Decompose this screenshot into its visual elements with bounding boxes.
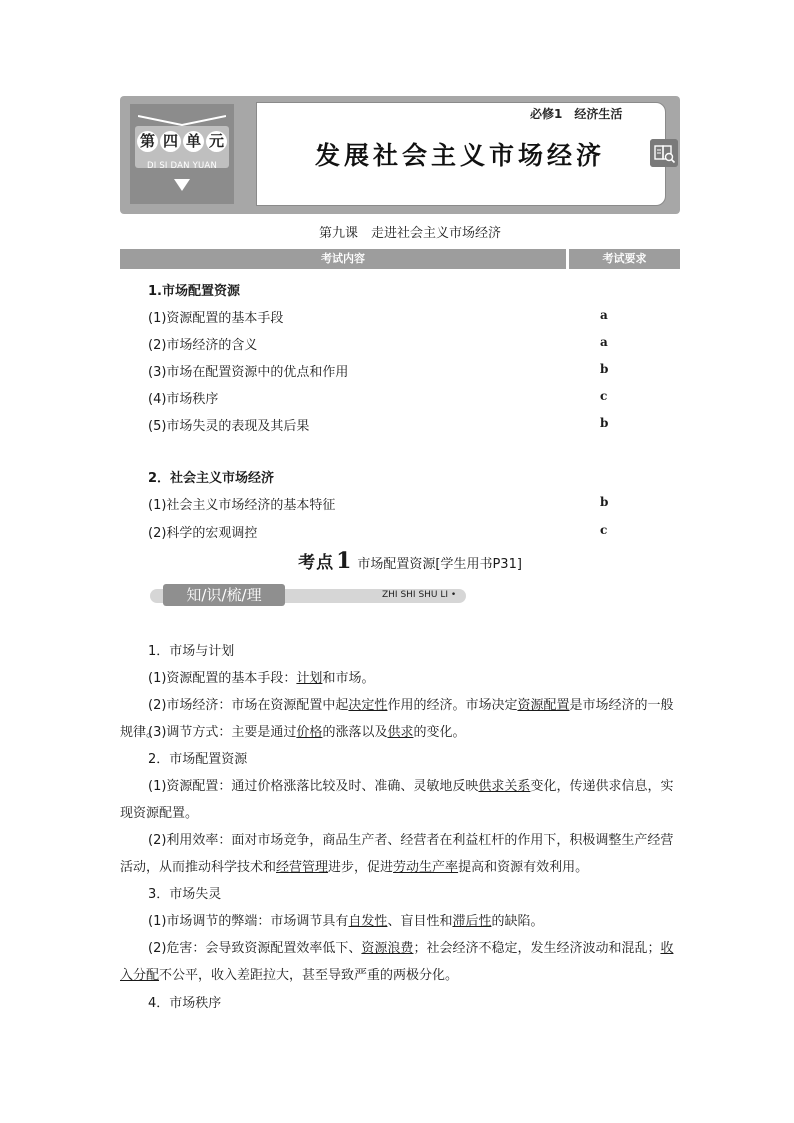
text: 作用的经济。市场决定 bbox=[387, 698, 518, 713]
text: 提高和资源有效利用。 bbox=[458, 860, 589, 875]
underlined-term: 资源浪费 bbox=[361, 941, 414, 956]
group-title: 1.市场配置资源 bbox=[148, 284, 240, 299]
badge-top-ornament bbox=[138, 114, 226, 126]
table-row-level: a bbox=[600, 335, 608, 349]
unit-pinyin: DI SI DAN YUAN bbox=[146, 161, 217, 171]
text: 不公平，收入差距拉大，甚至导致严重的两极分化。 bbox=[159, 968, 459, 983]
text: ；社会经济不稳定，发生经济波动和混乱； bbox=[413, 941, 661, 956]
underlined-term: 经营管理 bbox=[276, 860, 329, 875]
column-header-requirement: 考试要求 bbox=[569, 249, 680, 269]
underlined-term: 资源配置 bbox=[517, 698, 570, 713]
column-header-content: 考试内容 bbox=[120, 249, 566, 269]
book-search-icon bbox=[650, 139, 678, 167]
table-row-level: b bbox=[600, 362, 609, 376]
text: (2)利用效率：面对市场竞争，商品生产者、经营者在利益杠杆的作用下，积极调整生产经营活动，从而推动科学技术和 bbox=[120, 833, 674, 875]
table-row-level: c bbox=[600, 389, 608, 403]
unit-char: 第 bbox=[137, 131, 158, 152]
book-label: 必修1 经济生活 bbox=[530, 107, 623, 121]
lesson-title: 第九课 走进社会主义市场经济 bbox=[318, 226, 501, 241]
point-number: 1 bbox=[336, 548, 352, 574]
table-row-level: c bbox=[600, 523, 608, 537]
text: (3)调节方式：主要是通过 bbox=[148, 725, 297, 740]
text: 变化，传递供求信息，实现资源配置。 bbox=[120, 779, 674, 821]
underlined-term: 收入分配 bbox=[120, 941, 674, 983]
table-row-label: (1)社会主义市场经济的基本特征 bbox=[148, 498, 336, 513]
text: (1)资源配置的基本手段： bbox=[148, 671, 297, 686]
text: (2)危害：会导致资源配置效率低下、 bbox=[148, 941, 362, 956]
unit-char: 四 bbox=[160, 131, 181, 152]
text: (2)市场经济：市场在资源配置中起 bbox=[148, 698, 349, 713]
paragraph bbox=[120, 827, 680, 881]
underlined-term: 供求 bbox=[387, 725, 414, 740]
heading-market-and-plan: 1．市场与计划 bbox=[148, 644, 235, 659]
underlined-term: 自发性 bbox=[348, 914, 388, 929]
text: 、盲目性和 bbox=[387, 914, 453, 929]
paragraph bbox=[120, 935, 680, 989]
text: 和市场。 bbox=[322, 671, 375, 686]
heading-market-allocation: 2．市场配置资源 bbox=[148, 752, 248, 767]
unit-title: 发展社会主义市场经济 bbox=[314, 141, 605, 170]
underlined-term: 劳动生产率 bbox=[393, 860, 459, 875]
text: 的涨落以及 bbox=[322, 725, 388, 740]
text: 的变化。 bbox=[413, 725, 466, 740]
heading-market-order: 4．市场秩序 bbox=[148, 996, 222, 1011]
table-row-level: b bbox=[600, 416, 609, 430]
table-row-label: (5)市场失灵的表现及其后果 bbox=[148, 419, 310, 434]
text: (1)资源配置：通过价格涨落比较及时、准确、灵敏地反映 bbox=[148, 779, 479, 794]
point-name: 市场配置资源[学生用书P31] bbox=[357, 557, 522, 572]
unit-char: 元 bbox=[206, 131, 227, 152]
paragraph bbox=[120, 908, 680, 935]
table-row-label: (3)市场在配置资源中的优点和作用 bbox=[148, 365, 349, 380]
text: 的缺陷。 bbox=[491, 914, 544, 929]
table-row-label: (2)市场经济的含义 bbox=[148, 338, 258, 353]
unit-char: 单 bbox=[183, 131, 204, 152]
paragraph bbox=[120, 773, 680, 827]
section-title bbox=[120, 548, 700, 574]
badge-triangle-icon bbox=[174, 179, 190, 191]
knowledge-tab-pinyin: ZHI SHI SHU LI • bbox=[382, 590, 457, 600]
text: 进步，促进 bbox=[328, 860, 394, 875]
point-label: 考点 bbox=[298, 553, 335, 573]
underlined-term: 决定性 bbox=[348, 698, 388, 713]
table-row-label: (1)资源配置的基本手段 bbox=[148, 311, 284, 326]
underlined-term: 计划 bbox=[296, 671, 323, 686]
table-row-label: (2)科学的宏观调控 bbox=[148, 526, 258, 541]
text: (1)市场调节的弊端：市场调节具有 bbox=[148, 914, 349, 929]
table-row-label: (4)市场秩序 bbox=[148, 392, 219, 407]
underlined-term: 价格 bbox=[296, 725, 323, 740]
table-row-level: a bbox=[600, 308, 608, 322]
underlined-term: 供求关系 bbox=[478, 779, 531, 794]
heading-market-failure: 3．市场失灵 bbox=[148, 887, 222, 902]
knowledge-tab-label: 知/识/梳/理 bbox=[163, 584, 285, 606]
table-row-level: b bbox=[600, 495, 609, 509]
group-title: 2．社会主义市场经济 bbox=[148, 471, 275, 486]
paragraph bbox=[120, 719, 680, 746]
underlined-term: 滞后性 bbox=[452, 914, 492, 929]
text: 是市场经济的一般规律。 bbox=[120, 698, 674, 740]
paragraph bbox=[120, 665, 680, 692]
